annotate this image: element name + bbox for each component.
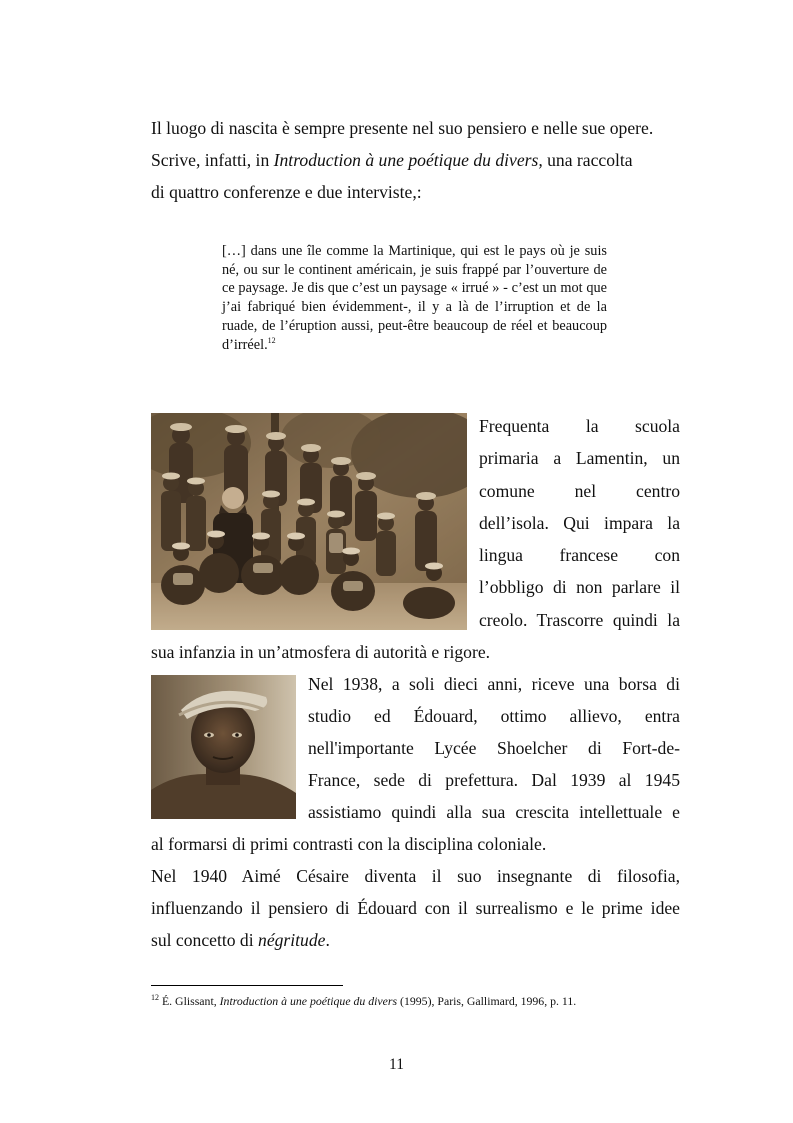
footnote-number: 12 (151, 993, 159, 1003)
column-2-line-5: assistiamo quindi alla sua crescita intellettuale e (308, 802, 680, 822)
column-1-continuation (151, 636, 680, 668)
intro-line-3: di quattro conferenze e due interviste,: (151, 182, 422, 202)
intro-line-1: Il luogo di nascita è sempre presente nel suo pensiero e nelle sue opere. (151, 118, 654, 138)
footnote-author: É. Glissant, (159, 994, 220, 1008)
column-2-line-3: nell'importante Lycée Shoelcher di Fort-de- (308, 738, 680, 758)
block-quote (222, 242, 607, 354)
portrait-photograph (151, 675, 296, 819)
column-1-line-1: Frequenta la scuola (479, 416, 680, 436)
column-1-line-6: l’obbligo di non parlare il (479, 577, 680, 598)
intro-line-2-post: una raccolta (542, 150, 633, 170)
cesaire-paragraph (151, 860, 680, 956)
book-title: Introduction à une poétique du divers, (273, 150, 543, 170)
column-1-line-3: comune nel centro (479, 480, 680, 501)
footnote-reference: 12 (267, 335, 276, 345)
cesaire-line-3-post: . (325, 930, 330, 950)
wrapped-text-column-1 (479, 410, 680, 636)
intro-paragraph (151, 112, 680, 208)
footnote-title: Introduction à une poétique du divers (219, 994, 398, 1008)
column-2-line-4: France, sede di prefettura. Dal 1939 al 1945 (308, 770, 680, 790)
cesaire-line-3 (151, 924, 680, 956)
column-2-line-1: Nel 1938, a soli dieci anni, riceve una borsa di (308, 674, 680, 694)
group-photograph (151, 413, 467, 630)
column-1-continuation-text: sua infanzia in un’atmosfera di autorità e rigore. (151, 642, 491, 662)
footnote (151, 993, 691, 1009)
quote-text: […] dans une île comme la Martinique, qui est le pays où je suis né, ou sur le continent américain, je suis frappé par l’ouverture de ce paysage. Je dis que c’est un paysage « irrué » - c’est un mot que j’ai fabriqué bien évidemment-, il y a là de l’irruption et de la ruade, de l’éruption aussi, peut-être beaucoup de réel et beaucoup d’irréel. (222, 243, 607, 353)
footnote-rest: (1995), Paris, Gallimard, 1996, p. 11. (397, 994, 577, 1008)
cesaire-line-2: influenzando il pensiero di Édouard con il surrealismo e le prime idee (151, 898, 680, 918)
column-1-line-4: dell’isola. Qui impara la (479, 512, 680, 533)
intro-line-2-pre: Scrive, infatti, in (151, 150, 274, 170)
cesaire-line-3-pre: sul concetto di (151, 930, 259, 950)
column-2-continuation (151, 828, 680, 860)
footnote-separator (151, 985, 343, 986)
column-1-line-2: primaria a Lamentin, un (479, 448, 680, 469)
column-2-continuation-text: al formarsi di primi contrasti con la disciplina coloniale. (151, 834, 547, 854)
page-number: 11 (389, 1056, 404, 1073)
column-1-line-5: lingua francese con (479, 545, 680, 566)
column-1-line-7: creolo. Trascorre quindi la (479, 609, 680, 630)
column-2-line-2: studio ed Édouard, ottimo allievo, entra (308, 706, 680, 726)
cesaire-line-1: Nel 1940 Aimé Césaire diventa il suo insegnante di filosofia, (151, 866, 680, 886)
negritude-term: négritude (258, 930, 326, 950)
wrapped-text-column-2 (308, 668, 680, 828)
